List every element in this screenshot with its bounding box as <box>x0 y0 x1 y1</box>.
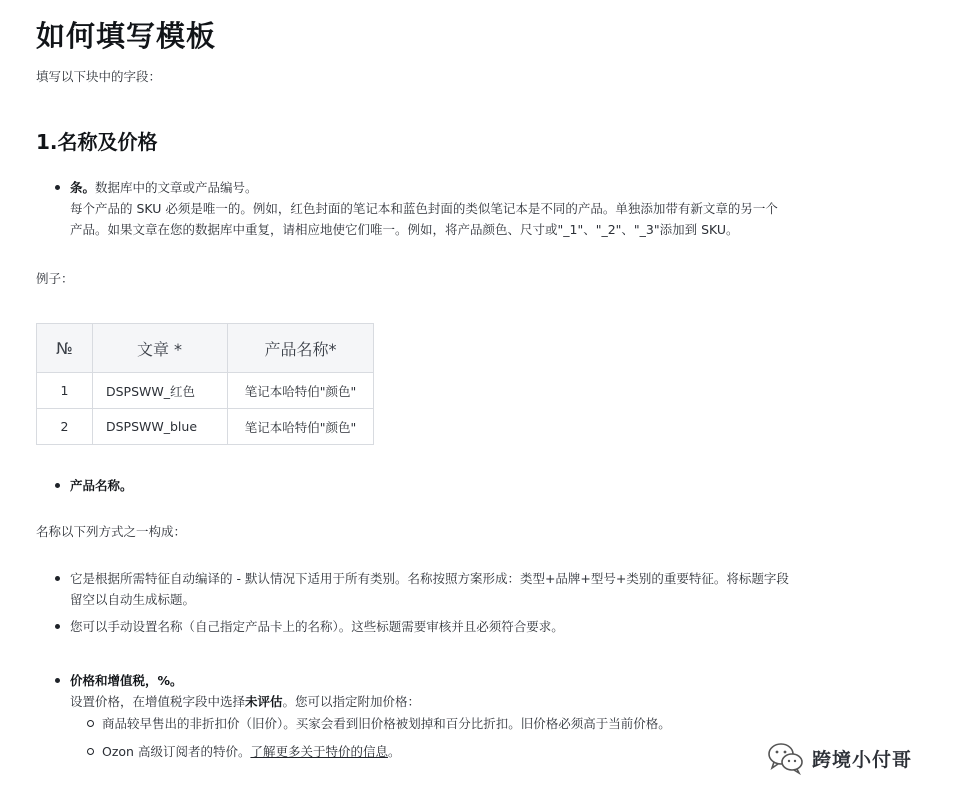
example-label: 例子： <box>36 271 74 286</box>
wechat-icon <box>766 740 806 776</box>
cell-article: DSPSWW_blue <box>93 409 228 445</box>
watermark <box>766 740 912 776</box>
sku-line1: 数据库中的文章或产品编号。 <box>95 180 258 195</box>
cell-number: 1 <box>37 373 93 409</box>
cell-number: 2 <box>37 409 93 445</box>
price-desc-suffix: 。您可以指定附加价格： <box>282 694 421 709</box>
cell-article: DSPSWW_红色 <box>93 373 228 409</box>
page-title: 如何填写模板 <box>36 19 217 53</box>
sku-list <box>36 177 866 240</box>
sku-term: 条。 <box>70 180 96 195</box>
price-sub-item <box>36 741 866 762</box>
price-term: 价格和增值税，%。 <box>70 673 183 688</box>
price-list <box>36 670 866 712</box>
price-sub-item <box>36 713 866 734</box>
table-row <box>37 409 374 445</box>
name-option-line: 您可以手动设置名称（自己指定产品卡上的名称）。这些标题需要审核并且必须符合要求。 <box>70 619 564 634</box>
col-header-article: 文章 * <box>93 324 228 373</box>
example-table <box>36 323 374 445</box>
product-name-term: 产品名称。 <box>70 478 133 493</box>
col-header-number: № <box>37 324 93 373</box>
cell-product-name: 笔记本哈特伯"颜色" <box>228 409 374 445</box>
product-name-item <box>36 475 133 496</box>
price-sub-list <box>36 713 866 762</box>
col-header-product-name: 产品名称* <box>228 324 374 373</box>
sku-item <box>36 177 866 240</box>
sku-line3: 产品。如果文章在您的数据库中重复，请相应地使它们唯一。例如，将产品颜色、尺寸或"_1"、"_2"、"_3"添加到 SKU。 <box>70 222 739 237</box>
price-item <box>36 670 866 712</box>
name-option-line: 它是根据所需特征自动编译的 - 默认情况下适用于所有类别。名称按照方案形成：类型+品牌+型号+类别的重要特征。将标题字段 <box>70 571 789 586</box>
section-heading: 1.名称及价格 <box>36 130 158 154</box>
product-name-list <box>36 475 133 496</box>
price-desc-bold: 未评估 <box>245 694 283 709</box>
special-price-link[interactable]: 了解更多关于特价的信息 <box>250 744 388 759</box>
watermark-text: 跨境小付哥 <box>812 748 913 771</box>
price-sub-text: 商品较早售出的非折扣价（旧价）。买家会看到旧价格被划掉和百分比折扣。旧价格必须高于当前价格。 <box>102 716 671 731</box>
name-intro: 名称以下列方式之一构成： <box>36 524 187 539</box>
link-suffix: 。 <box>387 744 401 759</box>
intro-text: 填写以下块中的字段： <box>36 69 162 84</box>
cell-product-name: 笔记本哈特伯"颜色" <box>228 373 374 409</box>
name-options-list <box>36 568 866 637</box>
name-option-item <box>36 616 866 637</box>
price-desc-prefix: 设置价格，在增值税字段中选择 <box>70 694 246 709</box>
name-option-line: 留空以自动生成标题。 <box>70 592 196 607</box>
sku-line2: 每个产品的 SKU 必须是唯一的。例如，红色封面的笔记本和蓝色封面的类似笔记本是不同的产品。单独添加带有新文章的另一个 <box>70 201 778 216</box>
table-row <box>37 373 374 409</box>
table-header-row <box>37 324 374 373</box>
name-option-item <box>36 568 866 610</box>
price-sub-text: Ozon 高级订阅者的特价。 <box>102 744 251 759</box>
